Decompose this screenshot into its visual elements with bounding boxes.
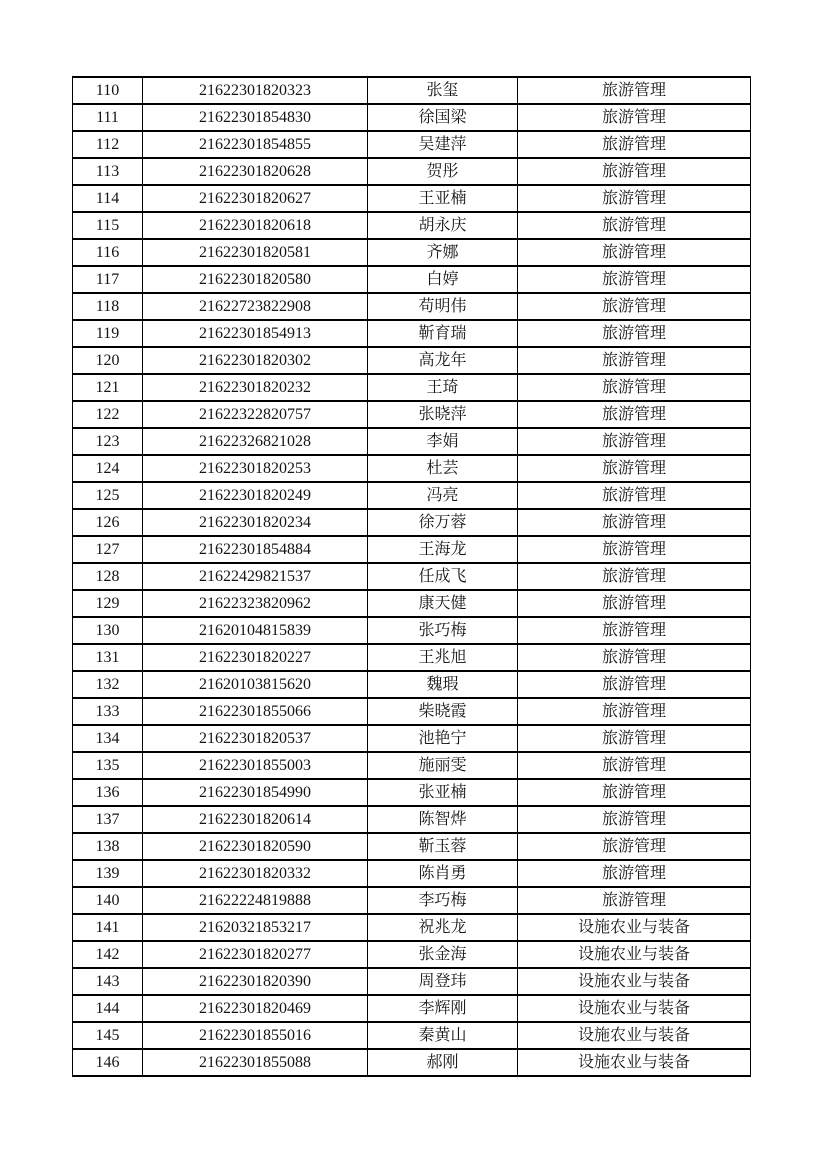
- table-row: [73, 131, 751, 158]
- cell-major: 旅游管理: [518, 671, 751, 698]
- cell-student-id: 21622301820581: [143, 239, 368, 266]
- table-row: [73, 995, 751, 1022]
- cell-student-name: 池艳宁: [368, 725, 518, 752]
- cell-student-name: 王亚楠: [368, 185, 518, 212]
- table-row: [73, 158, 751, 185]
- cell-student-id: 21622301820277: [143, 941, 368, 968]
- table-row: [73, 509, 751, 536]
- cell-student-id: 21622301820469: [143, 995, 368, 1022]
- cell-row-number: 139: [73, 860, 143, 887]
- cell-row-number: 124: [73, 455, 143, 482]
- cell-row-number: 136: [73, 779, 143, 806]
- cell-row-number: 119: [73, 320, 143, 347]
- cell-major: 旅游管理: [518, 104, 751, 131]
- cell-row-number: 125: [73, 482, 143, 509]
- cell-student-id: 21622723822908: [143, 293, 368, 320]
- cell-student-name: 任成飞: [368, 563, 518, 590]
- cell-student-id: 21622301855003: [143, 752, 368, 779]
- cell-student-id: 21622301820537: [143, 725, 368, 752]
- cell-student-id: 21622301820390: [143, 968, 368, 995]
- cell-student-id: 21622301820627: [143, 185, 368, 212]
- cell-row-number: 137: [73, 806, 143, 833]
- cell-row-number: 142: [73, 941, 143, 968]
- cell-row-number: 122: [73, 401, 143, 428]
- cell-student-id: 21622301820249: [143, 482, 368, 509]
- cell-major: 设施农业与装备: [518, 941, 751, 968]
- cell-row-number: 138: [73, 833, 143, 860]
- cell-student-id: 21622301820302: [143, 347, 368, 374]
- roster-table-body: [73, 77, 751, 1076]
- cell-major: 旅游管理: [518, 131, 751, 158]
- cell-major: 旅游管理: [518, 77, 751, 104]
- cell-student-name: 贺彤: [368, 158, 518, 185]
- cell-row-number: 111: [73, 104, 143, 131]
- cell-major: 旅游管理: [518, 779, 751, 806]
- table-row: [73, 239, 751, 266]
- table-row: [73, 104, 751, 131]
- cell-row-number: 112: [73, 131, 143, 158]
- cell-major: 旅游管理: [518, 158, 751, 185]
- cell-student-name: 李娟: [368, 428, 518, 455]
- cell-student-name: 李辉刚: [368, 995, 518, 1022]
- cell-student-name: 靳玉蓉: [368, 833, 518, 860]
- cell-student-id: 21622301855066: [143, 698, 368, 725]
- cell-major: 旅游管理: [518, 509, 751, 536]
- cell-student-id: 21622326821028: [143, 428, 368, 455]
- cell-student-id: 21622301820590: [143, 833, 368, 860]
- table-row: [73, 77, 751, 104]
- table-row: [73, 1049, 751, 1076]
- cell-student-id: 21622224819888: [143, 887, 368, 914]
- cell-major: 旅游管理: [518, 320, 751, 347]
- table-row: [73, 914, 751, 941]
- table-row: [73, 806, 751, 833]
- cell-student-name: 胡永庆: [368, 212, 518, 239]
- table-row: [73, 185, 751, 212]
- cell-major: 旅游管理: [518, 266, 751, 293]
- cell-student-name: 张金海: [368, 941, 518, 968]
- cell-major: 旅游管理: [518, 725, 751, 752]
- table-row: [73, 347, 751, 374]
- cell-student-id: 21620104815839: [143, 617, 368, 644]
- cell-major: 旅游管理: [518, 833, 751, 860]
- cell-student-id: 21622301820253: [143, 455, 368, 482]
- cell-major: 旅游管理: [518, 185, 751, 212]
- cell-row-number: 114: [73, 185, 143, 212]
- cell-student-name: 王海龙: [368, 536, 518, 563]
- table-row: [73, 1022, 751, 1049]
- cell-student-name: 杜芸: [368, 455, 518, 482]
- cell-major: 旅游管理: [518, 860, 751, 887]
- table-row: [73, 536, 751, 563]
- cell-student-id: 21622301854990: [143, 779, 368, 806]
- cell-student-name: 陈肖勇: [368, 860, 518, 887]
- cell-row-number: 145: [73, 1022, 143, 1049]
- cell-row-number: 128: [73, 563, 143, 590]
- cell-major: 旅游管理: [518, 374, 751, 401]
- cell-major: 旅游管理: [518, 806, 751, 833]
- cell-row-number: 141: [73, 914, 143, 941]
- table-row: [73, 671, 751, 698]
- table-row: [73, 293, 751, 320]
- cell-row-number: 126: [73, 509, 143, 536]
- table-row: [73, 455, 751, 482]
- table-row: [73, 779, 751, 806]
- cell-student-name: 李巧梅: [368, 887, 518, 914]
- table-row: [73, 968, 751, 995]
- cell-major: 旅游管理: [518, 752, 751, 779]
- cell-student-name: 魏瑕: [368, 671, 518, 698]
- cell-student-name: 柴晓霞: [368, 698, 518, 725]
- table-row: [73, 941, 751, 968]
- cell-major: 设施农业与装备: [518, 995, 751, 1022]
- cell-student-id: 21622301820618: [143, 212, 368, 239]
- cell-student-name: 周登玮: [368, 968, 518, 995]
- cell-row-number: 127: [73, 536, 143, 563]
- table-row: [73, 266, 751, 293]
- cell-row-number: 131: [73, 644, 143, 671]
- cell-student-id: 21622301820232: [143, 374, 368, 401]
- cell-student-name: 靳育瑞: [368, 320, 518, 347]
- table-row: [73, 212, 751, 239]
- cell-major: 设施农业与装备: [518, 914, 751, 941]
- cell-row-number: 118: [73, 293, 143, 320]
- cell-student-name: 郝刚: [368, 1049, 518, 1076]
- cell-major: 旅游管理: [518, 698, 751, 725]
- cell-row-number: 121: [73, 374, 143, 401]
- cell-row-number: 132: [73, 671, 143, 698]
- cell-row-number: 140: [73, 887, 143, 914]
- cell-major: 旅游管理: [518, 428, 751, 455]
- cell-major: 旅游管理: [518, 347, 751, 374]
- cell-student-name: 苟明伟: [368, 293, 518, 320]
- table-row: [73, 887, 751, 914]
- table-row: [73, 320, 751, 347]
- cell-major: 旅游管理: [518, 212, 751, 239]
- cell-row-number: 115: [73, 212, 143, 239]
- cell-student-name: 高龙年: [368, 347, 518, 374]
- cell-student-id: 21622301820234: [143, 509, 368, 536]
- cell-student-name: 徐国梁: [368, 104, 518, 131]
- cell-row-number: 116: [73, 239, 143, 266]
- cell-major: 旅游管理: [518, 563, 751, 590]
- table-row: [73, 617, 751, 644]
- cell-student-id: 21622301820227: [143, 644, 368, 671]
- table-row: [73, 644, 751, 671]
- cell-major: 旅游管理: [518, 590, 751, 617]
- table-row: [73, 725, 751, 752]
- cell-student-name: 陈智烨: [368, 806, 518, 833]
- table-row: [73, 590, 751, 617]
- cell-row-number: 130: [73, 617, 143, 644]
- cell-row-number: 120: [73, 347, 143, 374]
- cell-student-id: 21622301854855: [143, 131, 368, 158]
- cell-student-id: 21622301820580: [143, 266, 368, 293]
- cell-student-id: 21622301854830: [143, 104, 368, 131]
- cell-student-id: 21622301820614: [143, 806, 368, 833]
- table-row: [73, 401, 751, 428]
- cell-student-name: 张亚楠: [368, 779, 518, 806]
- cell-student-id: 21622301820332: [143, 860, 368, 887]
- cell-major: 旅游管理: [518, 239, 751, 266]
- cell-student-id: 21622301854884: [143, 536, 368, 563]
- cell-student-name: 白婷: [368, 266, 518, 293]
- table-row: [73, 374, 751, 401]
- cell-student-name: 吴建萍: [368, 131, 518, 158]
- cell-major: 旅游管理: [518, 536, 751, 563]
- cell-student-id: 21620103815620: [143, 671, 368, 698]
- cell-major: 旅游管理: [518, 644, 751, 671]
- cell-major: 旅游管理: [518, 455, 751, 482]
- cell-student-id: 21622322820757: [143, 401, 368, 428]
- cell-student-id: 21620321853217: [143, 914, 368, 941]
- cell-major: 旅游管理: [518, 887, 751, 914]
- cell-row-number: 143: [73, 968, 143, 995]
- cell-student-id: 21622301855016: [143, 1022, 368, 1049]
- cell-row-number: 133: [73, 698, 143, 725]
- cell-student-name: 张玺: [368, 77, 518, 104]
- cell-row-number: 135: [73, 752, 143, 779]
- student-roster-table: [72, 76, 751, 1077]
- cell-major: 设施农业与装备: [518, 1049, 751, 1076]
- cell-row-number: 134: [73, 725, 143, 752]
- cell-major: 设施农业与装备: [518, 1022, 751, 1049]
- table-row: [73, 833, 751, 860]
- cell-row-number: 117: [73, 266, 143, 293]
- cell-student-name: 秦黄山: [368, 1022, 518, 1049]
- cell-major: 旅游管理: [518, 293, 751, 320]
- cell-student-id: 21622301820628: [143, 158, 368, 185]
- cell-student-name: 冯亮: [368, 482, 518, 509]
- cell-row-number: 129: [73, 590, 143, 617]
- cell-row-number: 123: [73, 428, 143, 455]
- table-row: [73, 752, 751, 779]
- cell-student-name: 康天健: [368, 590, 518, 617]
- cell-major: 旅游管理: [518, 617, 751, 644]
- table-row: [73, 482, 751, 509]
- cell-student-name: 施丽雯: [368, 752, 518, 779]
- table-row: [73, 860, 751, 887]
- cell-student-id: 21622429821537: [143, 563, 368, 590]
- cell-student-name: 祝兆龙: [368, 914, 518, 941]
- cell-student-id: 21622301855088: [143, 1049, 368, 1076]
- cell-student-name: 王兆旭: [368, 644, 518, 671]
- cell-row-number: 110: [73, 77, 143, 104]
- cell-student-id: 21622301820323: [143, 77, 368, 104]
- cell-student-name: 齐娜: [368, 239, 518, 266]
- cell-student-name: 徐万蓉: [368, 509, 518, 536]
- cell-student-name: 张巧梅: [368, 617, 518, 644]
- cell-student-name: 张晓萍: [368, 401, 518, 428]
- cell-student-id: 21622301854913: [143, 320, 368, 347]
- table-row: [73, 563, 751, 590]
- cell-row-number: 146: [73, 1049, 143, 1076]
- cell-student-name: 王琦: [368, 374, 518, 401]
- cell-major: 旅游管理: [518, 401, 751, 428]
- cell-row-number: 113: [73, 158, 143, 185]
- cell-student-id: 21622323820962: [143, 590, 368, 617]
- cell-major: 设施农业与装备: [518, 968, 751, 995]
- table-row: [73, 428, 751, 455]
- table-row: [73, 698, 751, 725]
- cell-row-number: 144: [73, 995, 143, 1022]
- cell-major: 旅游管理: [518, 482, 751, 509]
